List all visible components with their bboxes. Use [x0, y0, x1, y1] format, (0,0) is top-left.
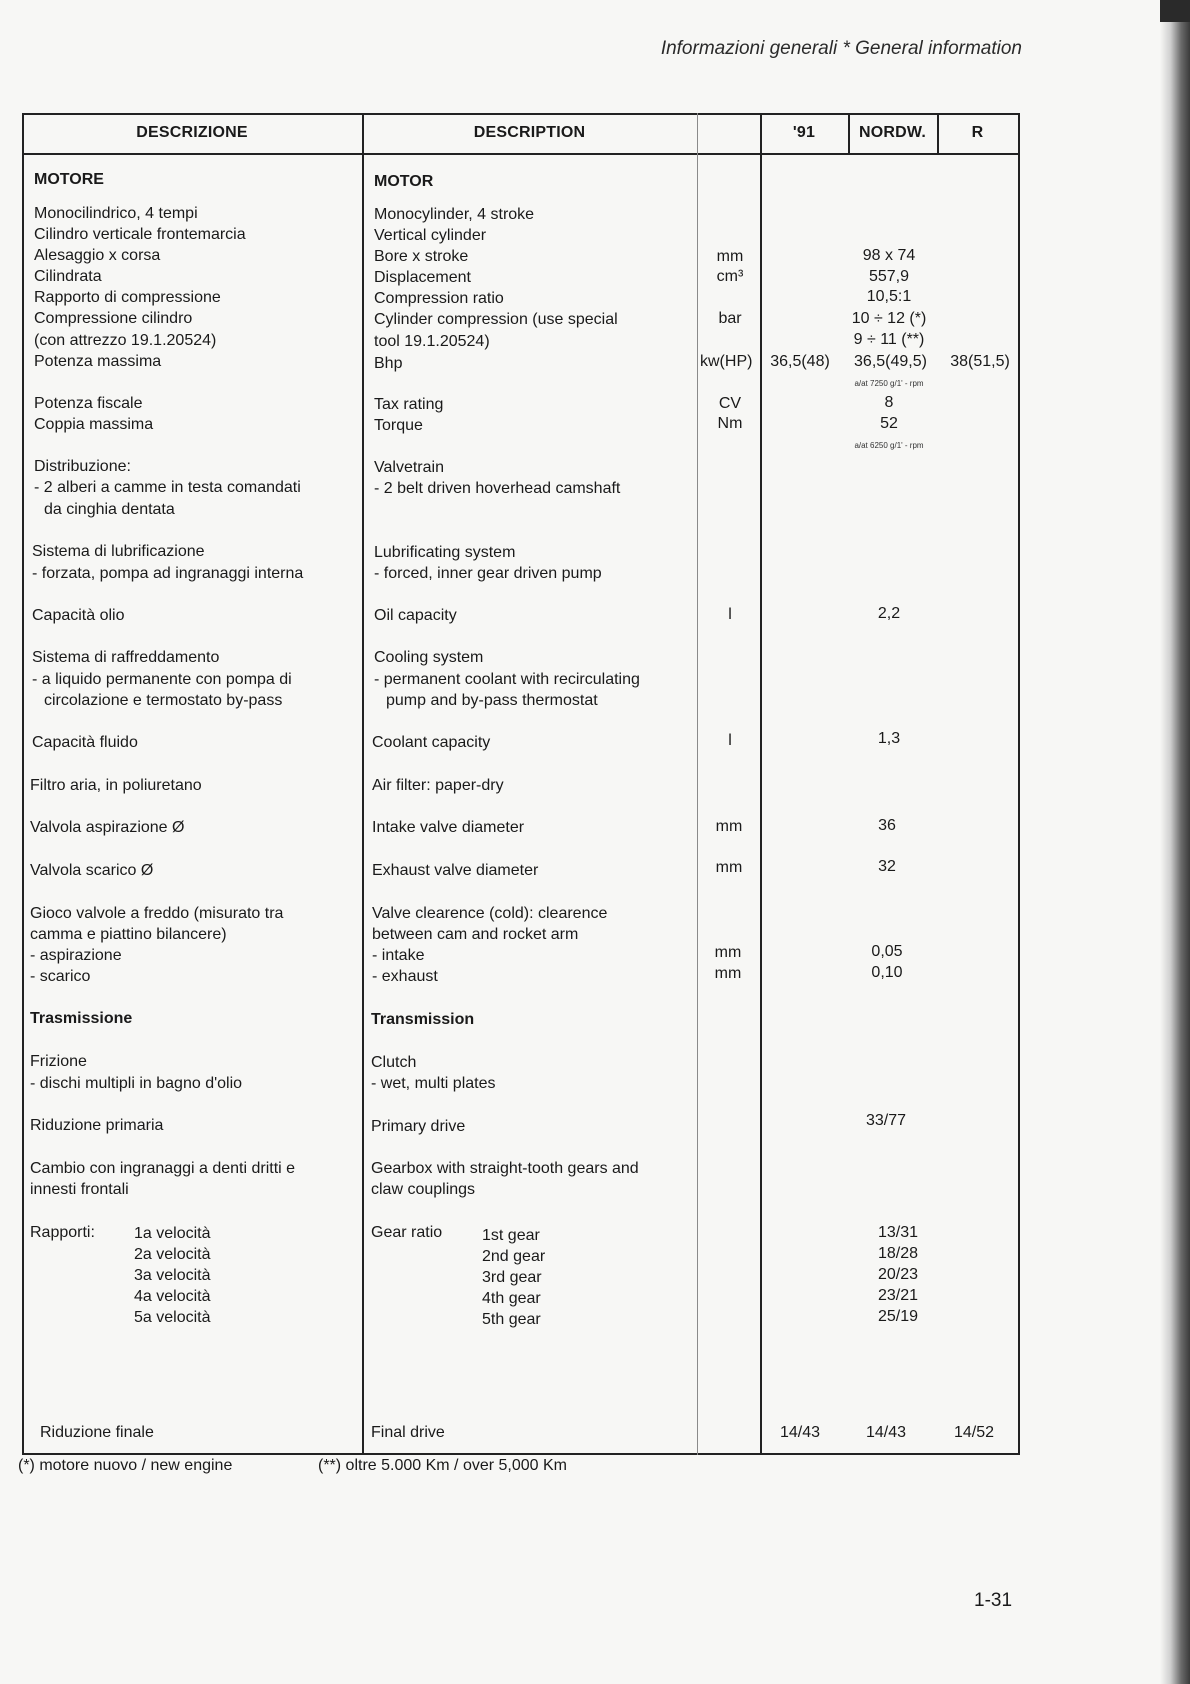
row-gioco-unit-exhaust: mm — [714, 965, 742, 982]
row-filtro-en: Air filter: paper-dry — [372, 777, 504, 794]
gear-2-it: 2a velocità — [134, 1246, 211, 1263]
row-alesaggio-en: Bore x stroke — [374, 248, 469, 265]
row-raffreddamento-en2: - permanent coolant with recirculating — [374, 671, 640, 688]
row-compressione-en2: tool 19.1.20524) — [374, 333, 490, 350]
section-transmission: Transmission — [371, 1011, 475, 1028]
row-raffreddamento-it2: - a liquido permanente con pompa di — [32, 671, 292, 688]
row-gioco-it3: - aspirazione — [30, 947, 122, 964]
row-lubrificazione-it1: Sistema di lubrificazione — [32, 543, 205, 560]
row-gioco-value-intake: 0,05 — [871, 943, 903, 960]
header-91: '91 — [792, 124, 816, 141]
row-primaria-en: Primary drive — [371, 1118, 466, 1135]
row-potenza-unit: kw(HP) — [700, 353, 753, 370]
row-olio-it: Capacità olio — [32, 607, 125, 624]
gear-2-value: 18/28 — [877, 1245, 919, 1262]
row-finale-r: 14/52 — [953, 1424, 995, 1441]
row-aspirazione-en: Intake valve diameter — [372, 819, 525, 836]
gear-4-value: 23/21 — [877, 1287, 919, 1304]
gear-3-value: 20/23 — [877, 1266, 919, 1283]
row-rapporto-value: 10,5:1 — [866, 288, 912, 305]
row-cilindrata-value: 557,9 — [868, 268, 910, 285]
row-coppia-value: 52 — [880, 415, 898, 432]
row-cilindrata-it: Cilindrata — [34, 268, 102, 285]
gear-5-it: 5a velocità — [134, 1309, 211, 1326]
section-motore: MOTORE — [34, 171, 104, 188]
row-raffreddamento-it1: Sistema di raffreddamento — [32, 649, 220, 666]
row-finale-it: Riduzione finale — [40, 1424, 154, 1441]
row-olio-unit: l — [728, 606, 732, 623]
row-fluido-unit: l — [728, 732, 732, 749]
row-raffreddamento-en1: Cooling system — [374, 649, 484, 666]
row-compressione-it1: Compressione cilindro — [34, 310, 193, 327]
row-finale-nordw: 14/43 — [865, 1424, 907, 1441]
row-distribuzione-en2: - 2 belt driven hoverhead camshaft — [374, 480, 621, 497]
row-compressione-unit: bar — [718, 310, 742, 327]
row-primaria-it: Riduzione primaria — [30, 1117, 164, 1134]
row-rapporti-label-it: Rapporti: — [30, 1224, 95, 1241]
gear-3-en: 3rd gear — [482, 1269, 542, 1286]
row-cilindrata-unit: cm³ — [716, 268, 744, 285]
row-distribuzione-en1: Valvetrain — [374, 459, 444, 476]
header-bottom-border — [22, 153, 1020, 155]
row-potenza-r: 38(51,5) — [950, 353, 1010, 370]
row-mono-en: Monocylinder, 4 stroke — [374, 206, 535, 223]
row-lubrificazione-it2: - forzata, pompa ad ingranaggi interna — [32, 565, 304, 582]
row-lubrificazione-en1: Lubrificating system — [374, 544, 516, 561]
row-fiscale-it: Potenza fiscale — [34, 395, 143, 412]
row-gioco-en4: - exhaust — [372, 968, 438, 985]
row-filtro-it: Filtro aria, in poliuretano — [30, 777, 202, 794]
col-divider-3 — [760, 113, 762, 1455]
row-scarico-en: Exhaust valve diameter — [372, 862, 539, 879]
row-fiscale-unit: CV — [718, 395, 742, 412]
footnote-over-5000km: (**) oltre 5.000 Km / over 5,000 Km — [318, 1457, 567, 1474]
row-compressione-en1: Cylinder compression (use special — [374, 311, 618, 328]
page-header: Informazioni generali * General information — [660, 38, 1022, 59]
page-number: 1-31 — [974, 1590, 1013, 1611]
row-compressione-value1: 10 ÷ 12 (*) — [851, 310, 927, 327]
gear-4-en: 4th gear — [482, 1290, 541, 1307]
row-finale-91: 14/43 — [779, 1424, 821, 1441]
gear-1-value: 13/31 — [877, 1224, 919, 1241]
row-aspirazione-value: 36 — [878, 817, 896, 834]
row-alesaggio-value: 98 x 74 — [862, 247, 916, 264]
row-gioco-it2: camma e piattino bilancere) — [30, 926, 227, 943]
table-right-border — [1018, 113, 1020, 1455]
row-finale-en: Final drive — [371, 1424, 445, 1441]
row-raffreddamento-en3: pump and by-pass thermostat — [386, 692, 598, 709]
row-coppia-unit: Nm — [717, 415, 743, 432]
row-potenza-91: 36,5(48) — [770, 353, 830, 370]
binder-clip — [1160, 0, 1190, 22]
row-cilindrata-en: Displacement — [374, 269, 471, 286]
row-compressione-value2: 9 ÷ 11 (**) — [853, 331, 925, 348]
row-frizione-en2: - wet, multi plates — [371, 1075, 496, 1092]
row-gioco-unit-intake: mm — [714, 944, 742, 961]
gear-1-it: 1a velocità — [134, 1225, 211, 1242]
row-frizione-en1: Clutch — [371, 1054, 417, 1071]
header-description: DESCRIPTION — [473, 124, 586, 141]
row-potenza-rpm-note: a/at 7250 g/1' - rpm — [854, 379, 924, 388]
table-left-border — [22, 113, 24, 1455]
row-scarico-it: Valvola scarico Ø — [30, 862, 154, 879]
col-divider-1 — [362, 113, 364, 1455]
row-coppia-en: Torque — [374, 417, 423, 434]
row-scarico-value: 32 — [878, 858, 896, 875]
gear-1-en: 1st gear — [482, 1227, 540, 1244]
row-olio-value: 2,2 — [877, 605, 901, 622]
row-potenza-en: Bhp — [374, 355, 403, 372]
row-primaria-value: 33/77 — [865, 1112, 907, 1129]
footnote-new-engine: (*) motore nuovo / new engine — [18, 1457, 233, 1474]
section-trasmissione: Trasmissione — [30, 1010, 133, 1027]
gear-4-it: 4a velocità — [134, 1288, 211, 1305]
row-fluido-en: Coolant capacity — [372, 734, 491, 751]
table-top-border — [22, 113, 1020, 115]
row-gioco-en2: between cam and rocket arm — [372, 926, 579, 943]
section-motor: MOTOR — [374, 173, 434, 190]
row-gioco-value-exhaust: 0,10 — [871, 964, 903, 981]
row-cil-vert-it: Cilindro verticale frontemarcia — [34, 226, 246, 243]
row-aspirazione-it: Valvola aspirazione Ø — [30, 819, 185, 836]
row-raffreddamento-it3: circolazione e termostato by-pass — [44, 692, 283, 709]
row-gioco-en1: Valve clearence (cold): clearence — [372, 905, 608, 922]
row-cambio-it2: innesti frontali — [30, 1181, 129, 1198]
row-distribuzione-it2: - 2 alberi a camme in testa comandati — [34, 479, 301, 496]
row-rapporto-it: Rapporto di compressione — [34, 289, 221, 306]
row-aspirazione-unit: mm — [715, 818, 743, 835]
gear-5-value: 25/19 — [877, 1308, 919, 1325]
row-gioco-it4: - scarico — [30, 968, 91, 985]
row-frizione-it2: - dischi multipli in bagno d'olio — [30, 1075, 243, 1092]
row-coppia-it: Coppia massima — [34, 416, 154, 433]
row-fluido-it: Capacità fluido — [32, 734, 138, 751]
row-cil-vert-en: Vertical cylinder — [374, 227, 487, 244]
row-mono-it: Monocilindrico, 4 tempi — [34, 205, 198, 222]
row-cambio-en1: Gearbox with straight-tooth gears and — [371, 1160, 639, 1177]
header-r: R — [971, 124, 984, 141]
row-distribuzione-it1: Distribuzione: — [34, 458, 131, 475]
gear-5-en: 5th gear — [482, 1311, 541, 1328]
row-gioco-it1: Gioco valvole a freddo (misurato tra — [30, 905, 284, 922]
row-frizione-it1: Frizione — [30, 1053, 87, 1070]
header-nordw: NORDW. — [859, 124, 926, 141]
row-cambio-en2: claw couplings — [371, 1181, 476, 1198]
header-descrizione: DESCRIZIONE — [136, 124, 248, 141]
row-gioco-en3: - intake — [372, 947, 425, 964]
gear-3-it: 3a velocità — [134, 1267, 211, 1284]
row-lubrificazione-en2: - forced, inner gear driven pump — [374, 565, 602, 582]
row-cambio-it1: Cambio con ingranaggi a denti dritti e — [30, 1160, 296, 1177]
row-fluido-value: 1,3 — [877, 730, 901, 747]
col-divider-2 — [697, 113, 698, 1455]
row-rapporto-en: Compression ratio — [374, 290, 504, 307]
row-potenza-it: Potenza massima — [34, 353, 162, 370]
row-potenza-nordw: 36,5(49,5) — [854, 353, 927, 370]
row-distribuzione-it3: da cinghia dentata — [44, 501, 175, 518]
row-alesaggio-unit: mm — [716, 248, 744, 265]
row-compressione-it2: (con attrezzo 19.1.20524) — [34, 332, 217, 349]
row-scarico-unit: mm — [715, 859, 743, 876]
row-fiscale-value: 8 — [884, 394, 894, 411]
row-olio-en: Oil capacity — [374, 607, 457, 624]
row-rapporti-label-en: Gear ratio — [371, 1224, 443, 1241]
table-bottom-border — [22, 1453, 1020, 1455]
row-coppia-rpm-note: a/at 6250 g/1' - rpm — [854, 441, 924, 450]
page-edge-shadow — [1160, 0, 1190, 1684]
gear-2-en: 2nd gear — [482, 1248, 546, 1265]
row-alesaggio-it: Alesaggio x corsa — [34, 247, 161, 264]
row-fiscale-en: Tax rating — [374, 396, 444, 413]
